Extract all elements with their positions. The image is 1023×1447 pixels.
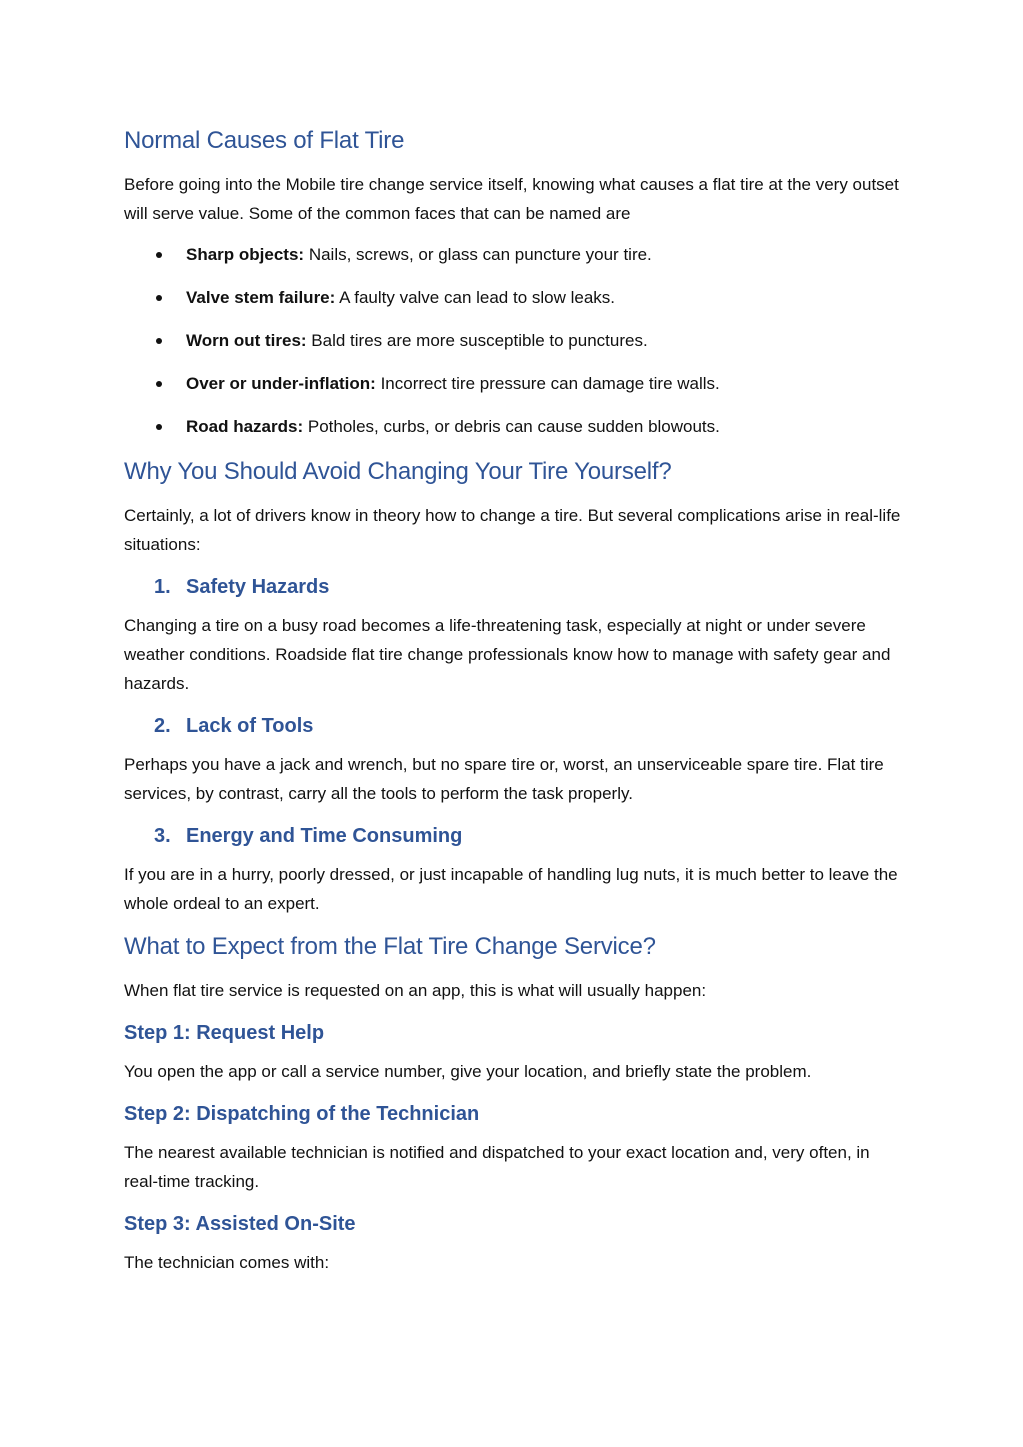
list-item	[124, 412, 905, 441]
item-label: Valve stem failure:	[186, 288, 336, 307]
bullet-icon	[156, 338, 162, 344]
point-number: 2.	[154, 715, 171, 737]
point-number: 1.	[154, 576, 171, 598]
expect-intro: When flat tire service is requested on an app, this is what will usually happen:	[124, 981, 707, 1000]
item-text: Incorrect tire pressure can damage tire walls.	[375, 374, 720, 393]
list-item	[124, 283, 905, 312]
item-label: Over or under-inflation:	[186, 374, 376, 393]
step-text-request: You open the app or call a service number, give your location, and briefly state the problem.	[124, 1062, 812, 1081]
item-label: Worn out tires:	[186, 331, 307, 350]
item-label: Sharp objects:	[186, 245, 305, 264]
bullet-icon	[156, 295, 162, 301]
causes-intro: Before going into the Mobile tire change service itself, knowing what causes a flat tire at the very outset will serve value. Some of the common faces that can be named are	[124, 175, 899, 223]
avoid-intro: Certainly, a lot of drivers know in theory how to change a tire. But several complications arise in real-life situations:	[124, 506, 901, 554]
heading-what-to-expect: What to Expect from the Flat Tire Change Service?	[124, 933, 656, 960]
point-text-tools: Perhaps you have a jack and wrench, but no spare tire or, worst, an unserviceable spare tire. Flat tire services, by contrast, carry all the tools to perform the task properly.	[124, 755, 884, 803]
point-title: Lack of Tools	[186, 715, 314, 737]
bullet-icon	[156, 424, 162, 430]
step-heading-onsite: Step 3: Assisted On-Site	[124, 1213, 356, 1235]
step-heading-request: Step 1: Request Help	[124, 1022, 325, 1044]
list-item	[124, 369, 905, 398]
point-heading-safety	[124, 571, 905, 603]
item-label: Road hazards:	[186, 417, 304, 436]
point-heading-energy	[124, 820, 905, 852]
list-item	[124, 326, 905, 355]
bullet-icon	[156, 381, 162, 387]
point-text-safety: Changing a tire on a busy road becomes a life-threatening task, especially at night or under severe weather conditions. Roadside flat tire change professionals know how to manage with safety gear and hazards.	[124, 616, 891, 693]
step-heading-dispatch: Step 2: Dispatching of the Technician	[124, 1103, 480, 1125]
step-text-onsite: The technician comes with:	[124, 1253, 330, 1272]
causes-list	[124, 240, 905, 441]
item-text: Bald tires are more susceptible to punctures.	[306, 331, 648, 350]
item-text: Nails, screws, or glass can puncture your tire.	[304, 245, 652, 264]
item-text: A faulty valve can lead to slow leaks.	[335, 288, 616, 307]
item-text: Potholes, curbs, or debris can cause sudden blowouts.	[303, 417, 720, 436]
heading-normal-causes: Normal Causes of Flat Tire	[124, 127, 405, 154]
step-text-dispatch: The nearest available technician is notified and dispatched to your exact location and, very often, in real-time tracking.	[124, 1143, 870, 1191]
point-title: Safety Hazards	[186, 576, 330, 598]
list-item	[124, 240, 905, 269]
bullet-icon	[156, 252, 162, 258]
point-text-energy: If you are in a hurry, poorly dressed, or just incapable of handling lug nuts, it is much better to leave the whole ordeal to an expert.	[124, 865, 898, 913]
point-number: 3.	[154, 825, 171, 847]
point-heading-tools	[124, 710, 905, 742]
heading-why-avoid: Why You Should Avoid Changing Your Tire Yourself?	[124, 458, 672, 485]
point-title: Energy and Time Consuming	[186, 825, 463, 847]
